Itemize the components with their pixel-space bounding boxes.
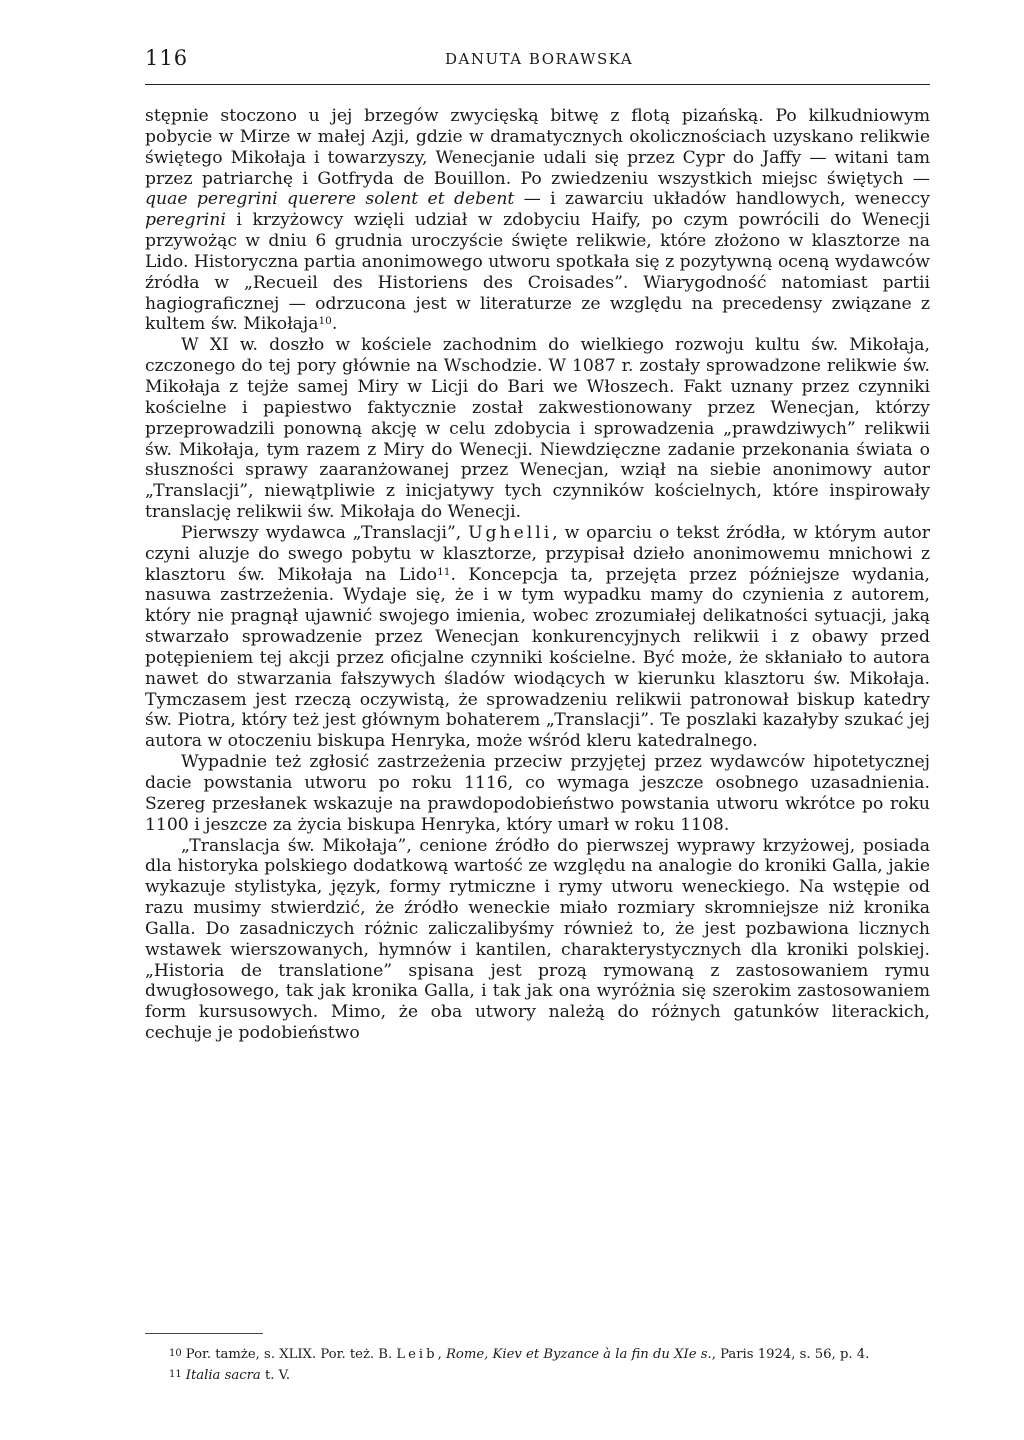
paragraph [145, 523, 930, 752]
text-run: W XI w. doszło w kościele zachodnim do wielkiego rozwoju kultu św. Mikołaja, czczonego do tej pory głównie na Wschodzie. W 1087 r. zostały sprowadzone relikwie św. Mikołaja z tejże samej Miry w Licji do Bari we Włoszech. Fakt uznany przez czynniki kościelne i papiestwo faktycznie został zakwestionowany przez Wenecjan, którzy przeprowadzili ponowną akcję w celu zdobycia i sprowadzenia „prawdziwych” relikwii św. Mikołaja, tym razem z Miry do Wenecji. Niewdzięczne zadanie przekonania świata o słuszności sprawy zaaranżowanej przez Wenecjan, wziął na siebie anonimowy autor „Translacji”, niewątpliwie z inicjatywy tych czynników kościelnych, które inspirowały translację relikwii św. Mikołaja do Wenecji. [145, 335, 930, 523]
footnote-separator [145, 1333, 263, 1334]
text-run: quae peregrini querere solent et debent [145, 189, 515, 210]
paragraph [145, 836, 930, 1044]
text-run: . Koncepcja ta, przejęta przez późniejsze wydania, nasuwa zastrzeżenia. Wydaje się, że i w tym wypadku mamy do czynienia z autorem, który nie pragnął ujawnić swojego imienia, wobec zrozumiałej delikatności sytuacji, jaką stwarzało sprowadzenie przez Wenecjan konkurencyjnych relikwii i z obawy przed potępieniem tej akcji przez oficjalne czynniki kościelne. Być może, że skłaniało to autora nawet do stwarzania fałszywych śladów wiodących w kierunku klasztoru św. Mikołaja. Tymczasem jest rzeczą oczywistą, że sprowadzeniu relikwii patronował biskup katedry św. Piotra, który też jest głównym bohaterem „Translacji”. Te poszlaki kazałyby szukać jej autora w otoczeniu biskupa Henryka, może wśród kleru katedralnego. [145, 564, 930, 752]
spaced-name: Ughelli [468, 522, 553, 543]
footnotes [145, 1344, 930, 1386]
text-run: „Translacja św. Mikołaja”, cenione źródło do pierwszej wyprawy krzyżowej, posiada dla historyka polskiego dodatkową wartość ze względu na analogie do kroniki Galla, jakie wykazuje stylistyka, język, formy rytmiczne i rymy utworu weneckiego. Na wstępie od razu musimy stwierdzić, że źródło weneckie miało rozmiary skromniejsze niż kronika Galla. Do zasadniczych różnic zaliczalibyśmy również to, że jest pozbawiona licznych wstawek wierszowanych, hymnów i kantilen, charakterystycznych dla kroniki polskiej. „Historia de translatione” spisana jest prozą rymowaną z zastosowaniem rymu dwugłosowego, tak jak kronika Galla, i tak jak ona wyróżnia się szerokim zastosowaniem form kursusowych. Mimo, że oba utwory należą do różnych gatunków literackich, cechuje je podobieństwo [145, 835, 930, 1044]
paragraph [145, 106, 930, 335]
footnote-ref: 10 [318, 315, 332, 328]
footnote [145, 1344, 930, 1365]
footnote-number: 10 [169, 1348, 182, 1359]
text-run: Por. tamże, s. XLIX. Por. też. B. [185, 1347, 397, 1362]
text-run: t. V. [260, 1368, 291, 1383]
footnote-ref: 11 [437, 565, 451, 578]
text-run: , w oparciu o tekst źródła, w którym autor czyni aluzje do swego pobytu w klasztorze, przypisał dzieło anonimowemu mnichowi z klasztoru św. Mikołaja na Lido [145, 522, 930, 585]
running-header [145, 44, 930, 85]
running-title: DANUTA BORAWSKA [445, 50, 634, 68]
text-run: — i zawarciu układów handlowych, weneccy [514, 189, 930, 210]
paragraph [145, 752, 930, 835]
text-run: . [331, 314, 338, 335]
text-run: i krzyżowcy wzięli udział w zdobyciu Haify, po czym powrócili do Wenecji przywożąc w dniu 6 grudnia uroczyście święte relikwie, które złożono w klasztorze na Lido. Historyczna partia anonimowego utworu spotkała się z pozytywną oceną wydawców źródła w „Recueil des Historiens des Croisades”. Wiarygodność natomiast partii hagiograficznej — odrzucona jest w literaturze ze względu na precedensy związane z kultem św. Mikołaja [145, 210, 930, 335]
spaced-name: Leib [396, 1347, 438, 1362]
text-run: Pierwszy wydawca „Translacji”, [181, 522, 469, 543]
page-number: 116 [145, 46, 189, 70]
text-run: , [437, 1347, 446, 1362]
footnote-number: 11 [169, 1369, 182, 1380]
text-run: stępnie stoczono u jej brzegów zwycięską bitwę z flotą pizańską. Po kilkudniowym pobycie w Mirze w małej Azji, gdzie w dramatycznych okolicznościach uzyskano relikwie świętego Mikołaja i towarzyszy, Wenecjanie udali się przez Cypr do Jaffy — witani tam przez patriarchę i Gotfryda de Bouillon. Po zwiedzeniu wszystkich miejsc świętych — [145, 106, 930, 189]
text-run: Wypadnie też zgłosić zastrzeżenia przeciw przyjętej przez wydawców hipotetycznej dacie powstania utworu po roku 1116, co wymaga jeszcze osobnego uzasadnienia. Szereg przesłanek wskazuje na prawdopodobieństwo powstania utworu wkrótce po roku 1100 i jeszcze za życia biskupa Henryka, który umarł w roku 1108. [145, 752, 930, 835]
main-text [145, 106, 930, 1044]
paragraph [145, 335, 930, 523]
footnote [145, 1365, 930, 1386]
text-run: , Paris 1924, s. 56, p. 4. [711, 1347, 870, 1362]
text-run: Italia sacra [185, 1368, 261, 1383]
text-run: peregrini [145, 210, 226, 231]
text-run: Rome, Kiev et Byzance à la fin du XIe s. [445, 1347, 712, 1362]
